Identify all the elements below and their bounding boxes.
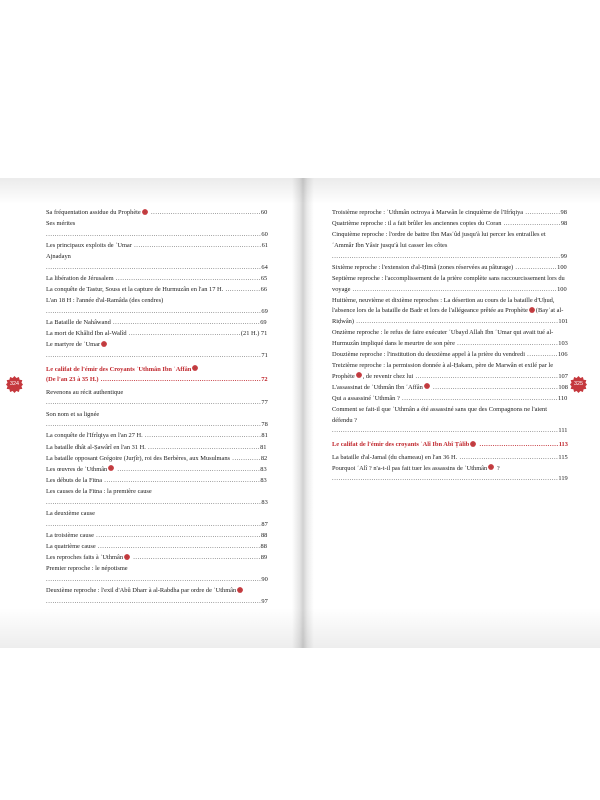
toc-leader-dots: ................: [223, 286, 261, 294]
toc-entry-label: La conquête de Tastur, Souss et la capture de Hurmuzân en l'an 17 H.: [46, 286, 224, 294]
toc-entry-page: 81: [260, 443, 267, 451]
toc-entry-page: 110: [558, 395, 568, 403]
toc-leader-dots: ...................: [513, 263, 558, 271]
toc-entry-label: Pourquoi ʿAlî ? n'a-t-il pas fait tuer les assassins de ʿUthmân: [332, 464, 488, 472]
toc-leader-dots: .........................................................................: [98, 376, 262, 384]
toc-leader-dots: ..................................................................................................: [46, 520, 262, 528]
toc-entry-label: Douzième reproche : l'institution du deuxième appel à la prière du vendredi: [332, 350, 525, 358]
toc-entry[interactable]: [46, 340, 268, 361]
toc-entry-label: Les œuvres de ʿUthmân: [46, 465, 108, 473]
toc-entry[interactable]: [332, 361, 568, 382]
honorific-ornament-icon: [470, 441, 476, 447]
toc-entry-page: 83: [260, 465, 267, 473]
toc-entry[interactable]: [46, 241, 268, 252]
toc-entry[interactable]: [332, 440, 568, 451]
honorific-ornament-icon: [192, 365, 198, 371]
toc-entry-page: 90: [261, 576, 268, 584]
page-number-right: [570, 376, 587, 393]
toc-entry-label: Cinquième reproche : l'ordre de battre Ibn Masʿûd jusqu'à lui percer les entrailles et ʿAmmâr Ibn Yâsir jusqu'à lui casser les côtes: [332, 231, 546, 249]
toc-entry-page: 82: [260, 454, 268, 462]
toc-entry[interactable]: [46, 431, 268, 442]
toc-entry[interactable]: [46, 208, 268, 219]
toc-leader-dots: ..................................................: [148, 209, 261, 216]
honorific-ornament-icon: [488, 464, 494, 470]
toc-entry-label: La bataille d'al-Jamal (du chameau) en l'an 36 H.: [332, 453, 458, 461]
toc-leader-dots: ..........................................................................: [95, 543, 261, 551]
toc-entry-page: 60: [261, 230, 268, 238]
page-number-left-label: 324: [10, 381, 19, 387]
toc-entry-page: 60: [260, 209, 268, 216]
honorific-ornament-icon: [101, 341, 107, 347]
toc-entry-page: 119: [558, 475, 568, 483]
toc-leader-dots: .................................................................: [115, 465, 261, 473]
toc-entry-page: (21 H.) 71: [240, 330, 268, 338]
toc-entry-label: Onzième reproche : le refus de faire exécuter ʿUbayd Allah Ibn ʿUmar qui avait tué al-Hurmuzân impliqué dans le meurtre de son père: [332, 329, 554, 347]
toc-entry-page: 83: [260, 477, 267, 485]
toc-entry-page: 107: [558, 372, 568, 380]
toc-entry-label: La libération de Jérusalem: [46, 274, 114, 282]
toc-entry[interactable]: [46, 329, 268, 340]
toc-entry-label: La deuxième cause: [46, 510, 95, 518]
toc-entry-label: Qui a assassiné ʿUthmân ?: [332, 395, 400, 403]
toc-entry[interactable]: [46, 296, 268, 317]
toc-leader-dots: .........................................................: [430, 383, 559, 391]
toc-entry-label: L'an 18 H : l'année d'al-Ramâda (des cendres): [46, 297, 164, 305]
toc-entry[interactable]: [332, 208, 568, 219]
toc-leader-dots: .............................................................................................: [350, 285, 558, 293]
toc-entry[interactable]: [332, 383, 568, 394]
toc-entry[interactable]: [332, 230, 568, 262]
toc-leader-dots: ..........................................................: [131, 241, 262, 249]
toc-entry[interactable]: [332, 328, 568, 349]
toc-entry[interactable]: [46, 476, 268, 487]
toc-entry-label: La bataille opposant Grégoire (Jurjîr), roi des Berbères, aux Musulmans: [46, 454, 231, 462]
toc-leader-dots: .......................................................................: [399, 395, 559, 403]
toc-entry[interactable]: [332, 394, 568, 405]
toc-entry-label: Le califat de l'émir des Croyants ʿUthmân Ibn ʿAffân: [46, 365, 192, 373]
toc-leader-dots: ..................................................................................................: [46, 307, 262, 315]
toc-leader-dots: ..................................................................: [113, 274, 261, 282]
toc-leader-dots: ...........................................................................: [93, 531, 261, 539]
toc-entry-page: 97: [261, 597, 268, 605]
toc-entry-label: Revenons au récit authentique: [46, 388, 124, 396]
toc-entry[interactable]: [46, 365, 268, 386]
honorific-ornament-icon: [124, 554, 130, 560]
right-page: [308, 178, 600, 648]
toc-entry-page: 87: [261, 520, 268, 528]
toc-entry-label: Son nom et sa lignée: [46, 410, 100, 418]
toc-entry-page: 101: [558, 317, 568, 325]
toc-entry-label: Troisième reproche : ʿUthmân octroya à Marwân le cinquième de l'Ifrîqiya: [332, 209, 524, 216]
toc-entry[interactable]: [332, 263, 568, 274]
toc-entry-label-tail: ?: [495, 464, 500, 472]
toc-entry-label: Treizième reproche : la permission donnée à al-Ḥakam, père de Marwân et exilé par le Prophète: [332, 362, 554, 380]
toc-entry-page: 64: [261, 263, 268, 271]
toc-entry-page: 72: [261, 376, 268, 384]
toc-entry-page: 98: [560, 209, 567, 216]
toc-entry-page: 81: [261, 432, 268, 440]
honorific-ornament-icon: [142, 209, 148, 215]
toc-entry-page: 98: [560, 220, 568, 228]
toc-entry[interactable]: [46, 285, 268, 296]
toc-entry[interactable]: [46, 465, 268, 476]
toc-entry-label-tail: , de revenir chez lui: [362, 372, 414, 380]
toc-entry-label: La bataille dhât al-Ṣawârî en l'an 31 H.: [46, 443, 146, 451]
toc-leader-dots: ..................................................................................................: [46, 498, 262, 506]
toc-entry-page: 66: [260, 286, 268, 294]
toc-entry-page: 83: [261, 498, 268, 506]
toc-leader-dots: ..............: [524, 350, 558, 358]
toc-entry-page: 108: [558, 383, 568, 391]
toc-entry[interactable]: [332, 405, 568, 437]
toc-leader-dots: ............................................................................................: [354, 317, 559, 325]
toc-entry[interactable]: [46, 443, 268, 454]
toc-entry[interactable]: [46, 531, 268, 542]
honorific-ornament-icon: [237, 587, 243, 593]
toc-entry-label: Le califat de l'émir des croyants ʿAlî Ibn Abî Ṭâlib: [332, 441, 470, 448]
toc-entry-label: La quatrième cause: [46, 543, 96, 551]
toc-entry-label: La Bataille de Nahâwand: [46, 319, 111, 327]
toc-entry[interactable]: [332, 453, 568, 464]
toc-leader-dots: .....................................................: [142, 432, 262, 440]
toc-entry[interactable]: [332, 274, 568, 295]
toc-leader-dots: ..................................................................................................: [46, 421, 262, 429]
toc-entry-label-tail: (Bayʿat al-Riḍwân): [332, 307, 564, 325]
toc-leader-dots: ...................................................: [145, 443, 261, 451]
honorific-ornament-icon: [356, 372, 362, 378]
toc-entry-label: La troisième cause: [46, 531, 94, 539]
toc-leader-dots: ..........................................................: [131, 554, 261, 562]
honorific-ornament-icon: [529, 307, 535, 313]
toc-leader-dots: .............: [230, 454, 261, 462]
toc-entry[interactable]: [46, 274, 268, 285]
toc-leader-dots: .................................................................: [413, 372, 559, 380]
toc-entry-label: Le martyre de ʿUmar: [46, 341, 101, 349]
toc-entry-page: 113: [558, 441, 568, 448]
toc-entry[interactable]: [46, 586, 268, 607]
book-spread: [0, 178, 600, 648]
toc-entry-label: Deuxième reproche : l'exil d'Abû Dharr à al-Rabdha par ordre de ʿUthmân: [46, 587, 237, 595]
toc-entry-page: 69: [261, 307, 268, 315]
toc-entry-page: 106: [557, 350, 568, 358]
toc-leader-dots: ..........................: [501, 220, 561, 228]
toc-entry[interactable]: [46, 509, 268, 530]
toc-leader-dots: ..................................................................................................: [46, 263, 262, 271]
toc-entry[interactable]: [46, 553, 268, 564]
toc-entry-label: La conquête de l'Ifrîqiya en l'an 27 H.: [46, 432, 143, 440]
toc-leader-dots: ..................................................................................................: [46, 230, 262, 238]
toc-leader-dots: .............................................: [457, 453, 559, 461]
toc-entry-page: 71: [261, 352, 268, 360]
honorific-ornament-icon: [424, 383, 430, 389]
toc-entry-label: Sa fréquentation assidue du Prophète: [46, 209, 141, 216]
toc-entry-label: Les principaux exploits de ʿUmar: [46, 241, 132, 249]
toc-entry-page: 88: [260, 531, 268, 539]
toc-entry-label: Ajnadayn: [46, 253, 71, 261]
toc-leader-dots: ..................................................................................................: [46, 576, 262, 584]
toc-right: [332, 208, 568, 486]
toc-left: [46, 208, 268, 608]
left-page: [0, 178, 292, 648]
toc-leader-dots: .......................................................................: [102, 477, 261, 485]
toc-entry-page: 99: [560, 252, 567, 260]
toc-entry[interactable]: [46, 252, 268, 273]
toc-entry-label: Les débuts de la Fitna: [46, 477, 103, 485]
toc-entry[interactable]: [46, 564, 268, 585]
toc-entry[interactable]: [332, 350, 568, 361]
toc-entry[interactable]: [332, 296, 568, 328]
toc-leader-dots: .......................................................................................................: [332, 475, 559, 483]
toc-leader-dots: ..................................................................................................: [46, 399, 262, 407]
toc-entry[interactable]: [46, 410, 268, 431]
toc-entry-label: Premier reproche : le népotisme: [46, 565, 128, 573]
toc-leader-dots: ........................................................................................................: [332, 252, 561, 260]
toc-entry[interactable]: [332, 219, 568, 230]
toc-leader-dots: ..................................................................................................: [46, 352, 262, 360]
page-number-right-label: 325: [574, 381, 583, 387]
toc-entry-label: Comment se fait-il que ʿUthmân a été assassiné sans que des Compagnons ne l'aient défendu ?: [332, 406, 548, 424]
toc-entry-page: 65: [260, 274, 268, 282]
toc-entry[interactable]: [46, 487, 268, 508]
toc-entry-page: 88: [260, 543, 267, 551]
toc-entry[interactable]: [46, 219, 268, 240]
toc-entry-page: 69: [260, 319, 267, 327]
toc-entry-page: 89: [260, 554, 268, 562]
toc-entry-page: 111: [558, 427, 568, 435]
toc-entry[interactable]: [46, 454, 268, 465]
honorific-ornament-icon: [108, 465, 114, 471]
toc-entry-page: 100: [557, 285, 567, 293]
toc-entry[interactable]: [332, 464, 568, 485]
toc-leader-dots: ....................................: [477, 441, 559, 448]
toc-entry-page: 77: [261, 399, 268, 407]
toc-entry[interactable]: [46, 388, 268, 409]
toc-entry-label: Sixième reproche : l'extension d'al-Ḥimâ (zones réservées au pâturage): [332, 263, 514, 271]
toc-entry-label: Ses mérites: [46, 220, 76, 228]
toc-entry-label: Huitième, neuvième et dixième reproches : La désertion au cours de la bataille d'Uḥud, l'absence lors de la bataille de Badr et lors de l'allégeance prêtée au Prophète: [332, 296, 555, 315]
toc-entry-label: Les causes de la Fitna : la première cause: [46, 488, 152, 496]
toc-entry-page: 100: [557, 263, 567, 271]
toc-entry-label: Septième reproche : l'accomplissement de la prière complète sans raccourcissement lors du voyage: [332, 274, 565, 293]
toc-entry-page: 103: [558, 339, 568, 347]
toc-leader-dots: ...................................................: [126, 330, 241, 338]
toc-leader-dots: .......................................................................................................: [332, 427, 559, 435]
toc-leader-dots: ..................................................................................................: [46, 597, 262, 605]
toc-entry-subtitle: (De l'an 23 à 35 H.): [46, 376, 99, 384]
page-number-left: [6, 376, 23, 393]
toc-leader-dots: ................: [523, 209, 561, 216]
toc-entry-label: La mort de Khâlid Ibn al-Walîd: [46, 330, 127, 338]
toc-entry-page: 78: [261, 421, 268, 429]
toc-leader-dots: ...................................................................: [110, 319, 261, 327]
toc-entry[interactable]: [46, 318, 268, 329]
toc-entry-page: 61: [261, 241, 268, 249]
toc-entry-label: Les reproches faits à ʿUthmân: [46, 554, 124, 562]
toc-leader-dots: ..............................................: [454, 339, 559, 347]
toc-entry[interactable]: [46, 542, 268, 553]
toc-entry-label: Quatrième reproche : il a fait brûler les anciennes copies du Coran: [332, 220, 502, 228]
toc-entry-page: 115: [558, 453, 568, 461]
toc-entry-label: L'assassinat de ʿUthmân Ibn ʿAffân: [332, 383, 423, 391]
